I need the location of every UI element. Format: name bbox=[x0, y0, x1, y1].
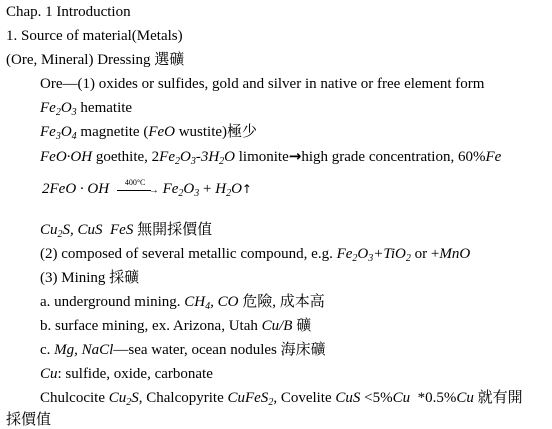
formula-text: -3 bbox=[195, 149, 209, 165]
formula-text: Fe bbox=[485, 149, 502, 165]
reaction-equation bbox=[42, 176, 252, 202]
subscript: 3 bbox=[71, 107, 77, 118]
right-arrow-icon: → bbox=[288, 147, 302, 165]
formula-text: Fe bbox=[162, 181, 179, 197]
formula-text: O bbox=[60, 100, 72, 116]
mining-text: c. bbox=[40, 342, 55, 358]
formula-text: O bbox=[179, 149, 191, 165]
formula-text: O bbox=[183, 181, 195, 197]
mineral-name: , Chalcopyrite bbox=[138, 390, 228, 406]
note-text: 危險, 成本高 bbox=[238, 294, 325, 310]
continuation-line: 採價值 bbox=[6, 412, 52, 428]
mineral-name: limonite bbox=[235, 149, 289, 165]
concentration-text: high grade concentration, 60% bbox=[301, 149, 486, 165]
note-text: <5% bbox=[360, 390, 393, 406]
formula-text: H bbox=[208, 149, 220, 165]
sea-water-line bbox=[40, 341, 326, 359]
ore-description: Ore—(1) oxides or sulfides, gold and silver in native or free element form bbox=[40, 76, 485, 92]
subscript: 2 bbox=[405, 253, 411, 264]
mineral-name: magnetite ( bbox=[76, 124, 149, 140]
subscript: 4 bbox=[71, 131, 77, 142]
subscript: 2 bbox=[55, 107, 61, 118]
formula-text: Fe bbox=[40, 100, 56, 116]
mining-heading: (3) Mining 採礦 bbox=[40, 270, 140, 286]
mineral-name: goethite, 2 bbox=[92, 149, 160, 165]
compound-text: (2) composed of several metallic compound, e.g. bbox=[40, 246, 337, 262]
reaction-condition: 400°C bbox=[124, 178, 146, 187]
section-heading: 1. Source of material(Metals) bbox=[6, 28, 183, 44]
mineral-note: wustite)極少 bbox=[174, 124, 258, 140]
note-text: 無開採價值 bbox=[133, 222, 213, 238]
formula-text: Cu bbox=[456, 390, 474, 406]
formula-text: Cu bbox=[40, 366, 58, 382]
subscript: 4 bbox=[205, 301, 211, 312]
mineral-name: hematite bbox=[76, 100, 133, 116]
formula-text: Mg, NaCl bbox=[54, 342, 114, 358]
surface-mining-line bbox=[40, 317, 311, 335]
subscript: 3 bbox=[190, 156, 196, 167]
subscript: 2 bbox=[352, 253, 358, 264]
hematite-line bbox=[40, 99, 132, 117]
formula-text: S bbox=[131, 390, 139, 406]
subsection-heading: (Ore, Mineral) Dressing 選礦 bbox=[6, 52, 185, 68]
formula-text: , CO bbox=[210, 294, 239, 310]
subscript: 2 bbox=[226, 188, 232, 199]
reaction-arrow-icon bbox=[115, 176, 157, 202]
formula-text: Cu bbox=[392, 390, 411, 406]
formula-text: O bbox=[357, 246, 369, 262]
underground-mining-line bbox=[40, 293, 325, 311]
note-text: : sulfide, oxide, carbonate bbox=[57, 366, 213, 382]
formula-text: MnO bbox=[439, 246, 471, 262]
mineral-name: , Covelite bbox=[273, 390, 336, 406]
goethite-line bbox=[40, 147, 501, 166]
formula-text: FeO bbox=[148, 124, 175, 140]
formula-text: Fe bbox=[40, 124, 56, 140]
subscript: 2 bbox=[126, 397, 132, 408]
formula-text: O bbox=[224, 149, 236, 165]
subscript: 2 bbox=[174, 156, 180, 167]
subscript: 2 bbox=[219, 156, 225, 167]
mineral-name: Chulcocite bbox=[40, 390, 109, 406]
formula-text: O bbox=[60, 124, 72, 140]
arrow-head: → bbox=[148, 185, 159, 196]
copper-minerals-line bbox=[40, 389, 523, 407]
subscript: 2 bbox=[268, 397, 274, 408]
note-text: 就有開 bbox=[473, 390, 523, 406]
subscript: 3 bbox=[55, 131, 61, 142]
formula-text: Cu bbox=[108, 390, 127, 406]
mining-text: b. surface mining, ex. Arizona, Utah bbox=[40, 318, 262, 334]
mining-text: a. underground mining. bbox=[40, 294, 185, 310]
compound-line bbox=[40, 245, 470, 263]
plus-sign: + bbox=[199, 181, 216, 197]
formula-text: CH bbox=[184, 294, 206, 310]
chapter-heading: Chap. 1 Introduction bbox=[6, 4, 131, 20]
formula-text: CuS bbox=[335, 390, 361, 406]
formula-text: FeO·OH bbox=[40, 149, 93, 165]
note-text: 礦 bbox=[292, 318, 312, 334]
formula-text: O bbox=[231, 181, 242, 197]
subscript: 3 bbox=[194, 188, 200, 199]
sulfides-line bbox=[40, 221, 212, 239]
copper-line bbox=[40, 365, 213, 383]
magnetite-line bbox=[40, 123, 257, 141]
compound-text: or + bbox=[410, 246, 440, 262]
formula-text: Cu bbox=[40, 222, 58, 238]
note-text: *0.5% bbox=[410, 390, 457, 406]
formula-text: Fe bbox=[336, 246, 353, 262]
gas-arrow-icon: ↑ bbox=[241, 182, 252, 196]
subscript: 3 bbox=[368, 253, 374, 264]
note-text: —sea water, ocean nodules 海床礦 bbox=[113, 342, 326, 358]
arrow-shaft bbox=[117, 190, 151, 191]
formula-text: +TiO bbox=[373, 246, 406, 262]
formula-text: Fe bbox=[159, 149, 175, 165]
formula-text: S, CuS FeS bbox=[62, 222, 134, 238]
equation-reactant: 2FeO · OH bbox=[42, 181, 110, 197]
formula-text: H bbox=[215, 181, 227, 197]
subscript: 2 bbox=[178, 188, 184, 199]
formula-text: CuFeS bbox=[227, 390, 269, 406]
formula-text: Cu/B bbox=[261, 318, 293, 334]
subscript: 2 bbox=[57, 229, 63, 240]
